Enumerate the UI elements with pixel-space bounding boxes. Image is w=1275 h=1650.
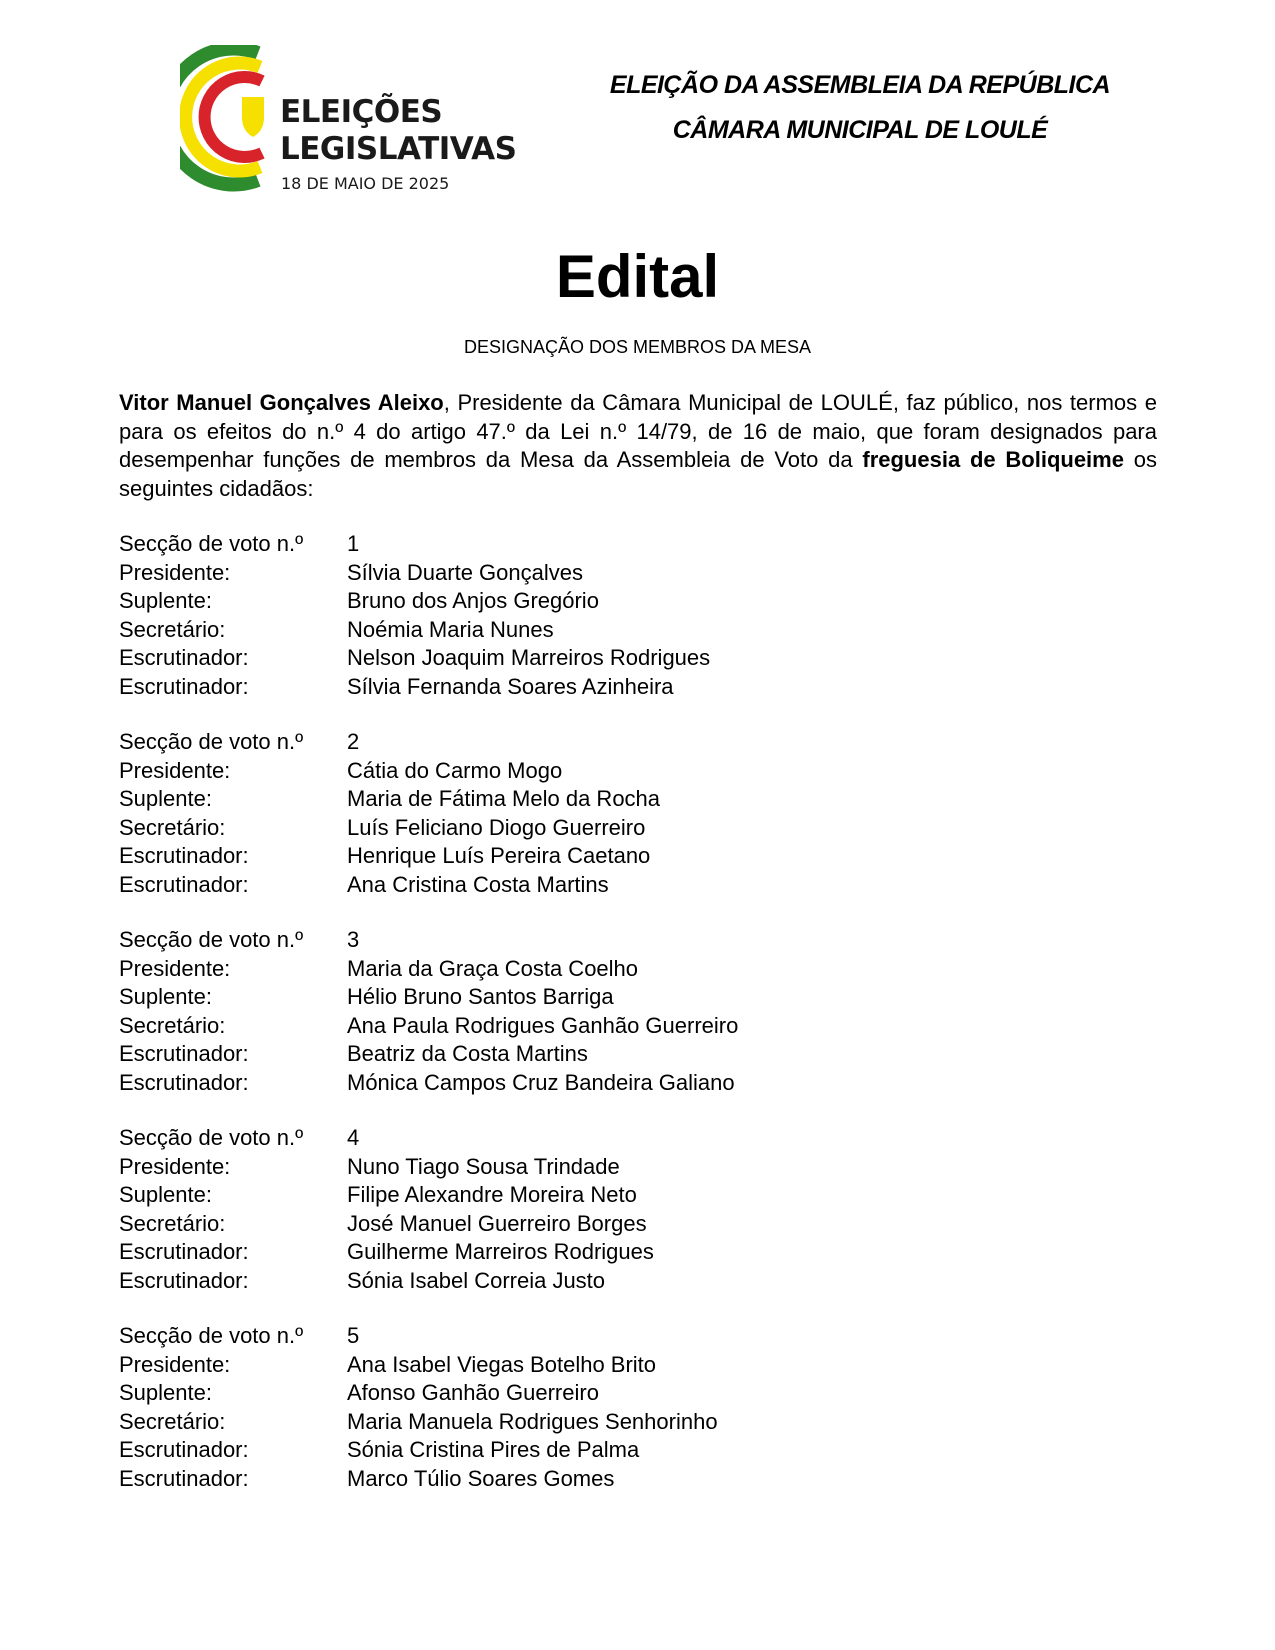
member-role: Escrutinador:	[119, 1069, 249, 1095]
section-header	[119, 1322, 1119, 1351]
member-name: José Manuel Guerreiro Borges	[347, 1210, 647, 1236]
member-name: Filipe Alexandre Moreira Neto	[347, 1182, 637, 1207]
member-row	[119, 644, 1119, 673]
page-subtitle: DESIGNAÇÃO DOS MEMBROS DA MESA	[463, 337, 812, 357]
member-row	[119, 842, 1119, 871]
member-role: Secretário:	[119, 814, 226, 840]
member-row	[119, 1408, 1119, 1437]
member-row	[119, 559, 1119, 588]
member-name: Guilherme Marreiros Rodrigues	[347, 1239, 654, 1264]
member-role: Presidente:	[119, 1351, 231, 1377]
sections-list	[119, 530, 1119, 1520]
member-name: Nuno Tiago Sousa Trindade	[347, 1153, 620, 1179]
member-row	[119, 1040, 1119, 1069]
member-name: Sónia Isabel Correia Justo	[347, 1267, 606, 1293]
elections-logo	[180, 45, 517, 195]
header-line1: ELEIÇÃO DA ASSEMBLEIA DA REPÚBLICA	[609, 71, 1111, 99]
parish-name: freguesia de Boliqueime	[862, 447, 1124, 472]
page-title: Edital	[555, 243, 720, 310]
member-row	[119, 1210, 1119, 1239]
member-name: Ana Isabel Viegas Botelho Brito	[347, 1351, 657, 1377]
member-role: Presidente:	[119, 559, 231, 585]
voting-section	[119, 728, 1119, 926]
member-role: Escrutinador:	[119, 871, 249, 897]
member-row	[119, 1181, 1119, 1210]
section-number: 5	[347, 1323, 360, 1348]
voting-section	[119, 926, 1119, 1124]
member-row	[119, 1012, 1119, 1041]
header-line2: CÂMARA MUNICIPAL DE LOULÉ	[672, 116, 1048, 144]
intro-text-2: os seguintes cidadãos:	[119, 447, 1157, 501]
member-name: Sílvia Fernanda Soares Azinheira	[347, 673, 674, 699]
member-row	[119, 1153, 1119, 1182]
member-row	[119, 785, 1119, 814]
member-row	[119, 1351, 1119, 1380]
member-role: Secretário:	[119, 1408, 226, 1434]
member-name: Bruno dos Anjos Gregório	[347, 588, 599, 613]
section-number: 1	[347, 531, 360, 556]
member-name: Luís Feliciano Diogo Guerreiro	[347, 814, 646, 840]
member-name: Henrique Luís Pereira Caetano	[347, 843, 651, 868]
member-name: Sílvia Duarte Gonçalves	[347, 559, 583, 585]
member-role: Suplente:	[119, 786, 212, 811]
logo-arcs-icon	[180, 45, 280, 195]
section-label: Secção de voto n.º	[119, 531, 304, 556]
member-row	[119, 814, 1119, 843]
member-row	[119, 757, 1119, 786]
section-label: Secção de voto n.º	[119, 927, 304, 952]
member-name: Maria da Graça Costa Coelho	[347, 955, 639, 981]
member-role: Escrutinador:	[119, 1239, 249, 1264]
section-label: Secção de voto n.º	[119, 1125, 304, 1150]
member-name: Beatriz da Costa Martins	[347, 1041, 588, 1066]
section-header	[119, 926, 1119, 955]
section-header	[119, 530, 1119, 559]
member-row	[119, 616, 1119, 645]
member-name: Sónia Cristina Pires de Palma	[347, 1437, 640, 1462]
member-role: Escrutinador:	[119, 1437, 249, 1462]
member-name: Cátia do Carmo Mogo	[347, 757, 563, 783]
section-number: 4	[347, 1125, 360, 1150]
section-header	[119, 728, 1119, 757]
logo-title-line1: ELEIÇÕES	[280, 94, 443, 130]
member-row	[119, 1069, 1119, 1098]
member-role: Escrutinador:	[119, 1465, 249, 1491]
member-role: Suplente:	[119, 1380, 212, 1405]
member-role: Escrutinador:	[119, 645, 249, 670]
member-role: Escrutinador:	[119, 1267, 249, 1293]
voting-section	[119, 1322, 1119, 1520]
member-role: Presidente:	[119, 757, 231, 783]
member-row	[119, 673, 1119, 702]
president-name: Vitor Manuel Gonçalves Aleixo	[119, 390, 444, 415]
member-name: Maria de Fátima Melo da Rocha	[347, 786, 661, 811]
intro-paragraph	[119, 389, 1157, 503]
member-role: Escrutinador:	[119, 673, 249, 699]
section-label: Secção de voto n.º	[119, 729, 304, 754]
member-role: Escrutinador:	[119, 843, 249, 868]
section-number: 2	[347, 729, 360, 754]
logo-date: 18 DE MAIO DE 2025	[281, 174, 450, 193]
member-row	[119, 983, 1119, 1012]
member-name: Ana Cristina Costa Martins	[347, 871, 609, 897]
member-role: Suplente:	[119, 1182, 212, 1207]
member-name: Afonso Ganhão Guerreiro	[347, 1380, 599, 1405]
section-header	[119, 1124, 1119, 1153]
member-row	[119, 587, 1119, 616]
member-name: Hélio Bruno Santos Barriga	[347, 984, 614, 1009]
member-row	[119, 1379, 1119, 1408]
member-role: Secretário:	[119, 616, 226, 642]
member-name: Marco Túlio Soares Gomes	[347, 1465, 615, 1491]
member-name: Maria Manuela Rodrigues Senhorinho	[347, 1408, 718, 1434]
member-row	[119, 1267, 1119, 1296]
member-role: Secretário:	[119, 1210, 226, 1236]
member-role: Escrutinador:	[119, 1041, 249, 1066]
member-role: Secretário:	[119, 1012, 226, 1038]
logo-title-line2: LEGISLATIVAS	[280, 131, 517, 167]
member-role: Presidente:	[119, 1153, 231, 1179]
member-role: Presidente:	[119, 955, 231, 981]
member-role: Suplente:	[119, 588, 212, 613]
intro-text-1: , Presidente da Câmara Municipal de LOULÉ, faz público, nos termos e para os efeitos do n.º 4 do artigo 47.º da Lei n.º 14/79, de 16 de maio, que foram designados para desempenhar funções de membros da Mesa da Assembleia de Voto da	[119, 390, 1157, 472]
section-number: 3	[347, 927, 360, 952]
member-row	[119, 871, 1119, 900]
voting-section	[119, 530, 1119, 728]
member-name: Nelson Joaquim Marreiros Rodrigues	[347, 645, 711, 670]
member-role: Suplente:	[119, 984, 212, 1009]
voting-section	[119, 1124, 1119, 1322]
member-row	[119, 1238, 1119, 1267]
member-row	[119, 955, 1119, 984]
member-row	[119, 1465, 1119, 1494]
member-row	[119, 1436, 1119, 1465]
member-name: Mónica Campos Cruz Bandeira Galiano	[347, 1069, 735, 1095]
member-name: Ana Paula Rodrigues Ganhão Guerreiro	[347, 1012, 739, 1038]
member-name: Noémia Maria Nunes	[347, 616, 554, 642]
section-label: Secção de voto n.º	[119, 1323, 304, 1348]
